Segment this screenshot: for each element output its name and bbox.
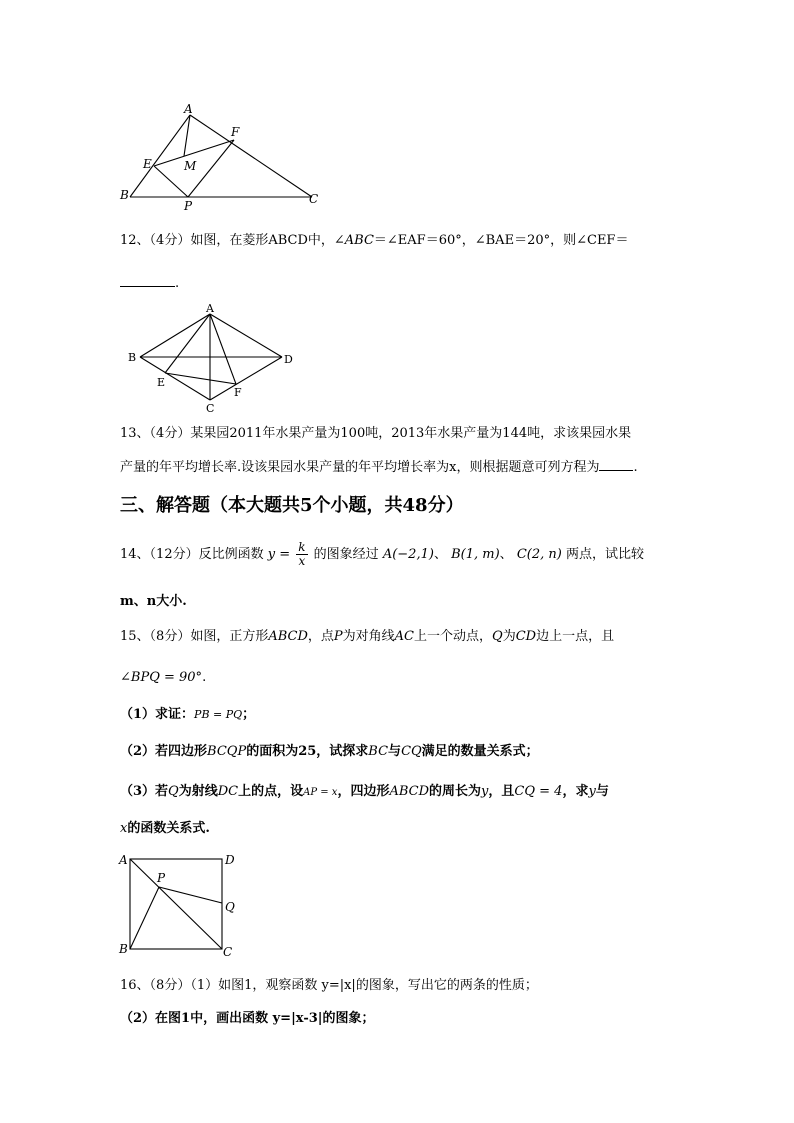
label-b: B [128, 351, 137, 364]
segment-pq [159, 887, 222, 903]
question-16-line-2: （2）在图1中，画出函数 y=|x-3|的图象； [120, 1011, 375, 1026]
rhombus-figure [120, 302, 305, 414]
label-p: P [184, 199, 193, 213]
segment-ba [130, 115, 190, 197]
label-b: B [119, 942, 128, 956]
label-a: A [206, 302, 214, 315]
question-13-line-2: 产量的年平均增长率.设该果园水果产量的年平均增长率为x，则根据题意可列方程为 . [120, 456, 638, 477]
segment-af [210, 314, 236, 384]
segment-dc [210, 357, 282, 400]
label-c: C [309, 192, 319, 206]
segment-ac [190, 115, 312, 197]
label-p: P [157, 871, 166, 885]
question-15-line-2: ∠BPQ = 90°. [120, 670, 207, 685]
question-16-line-1: 16、（8分）（1）如图1，观察函数 y=|x|的图象，写出它的两条的性质； [120, 978, 538, 993]
label-a: A [184, 102, 193, 116]
answer-blank-13[interactable] [599, 456, 633, 471]
segment-ep [154, 166, 188, 197]
square-figure [115, 850, 245, 960]
label-c: C [206, 402, 215, 414]
label-b: B [120, 188, 129, 202]
segment-ae [165, 314, 210, 373]
question-14-line-2: m、n大小. [120, 594, 187, 609]
label-f: F [231, 125, 240, 139]
question-15-line-1: 15、（8分）如图，正方形ABCD，点P为对角线AC上一个动点，Q为CD边上一点，且 [120, 629, 615, 644]
label-e: E [157, 376, 166, 389]
label-c: C [223, 945, 233, 959]
diagonal-ac [130, 859, 222, 949]
segment-bp [130, 887, 159, 949]
question-15-part-3: （3）若Q为射线DC上的点，设AP = x，四边形ABCD的周长为y，且CQ = 4，求y与 [120, 784, 609, 799]
label-d: D [225, 853, 235, 867]
label-a: A [119, 853, 128, 867]
label-m: M [184, 159, 197, 173]
question-15-part-2: （2）若四边形BCQP的面积为25，试探求BC与CQ满足的数量关系式； [120, 744, 539, 759]
triangle-figure [110, 100, 340, 215]
question-13-line-1: 13、（4分）某果园2011年水果产量为100吨，2013年水果产量为144吨，求该果园水果 [120, 426, 632, 441]
segment-ab [140, 314, 210, 357]
section-heading: 三、解答题（本大题共5个小题，共48分） [120, 495, 464, 516]
segment-ad [210, 314, 282, 357]
question-15-part-1: （1）求证：PB = PQ； [120, 707, 256, 722]
label-q: Q [225, 900, 235, 914]
question-12-answer-line: . [120, 272, 179, 293]
question-12: 12、（4分）如图，在菱形ABCD中，∠ABC＝∠EAF＝60°，∠BAE＝20°，则∠CEF＝ [120, 233, 629, 248]
question-15-part-3-cont: x的函数关系式. [120, 821, 210, 836]
fraction-k-over-x: $\frac{k}{x}$ [298, 540, 306, 568]
label-f: F [234, 386, 242, 399]
question-14: 14、（12分）反比例函数 y = $\frac{k}{x}$ 的图象经过 A(−2,1)、 B(1, m)、 C(2, n) 两点，试比较 [120, 540, 644, 568]
answer-blank-12[interactable] [120, 272, 175, 287]
label-e: E [143, 157, 152, 171]
label-d: D [284, 353, 293, 366]
